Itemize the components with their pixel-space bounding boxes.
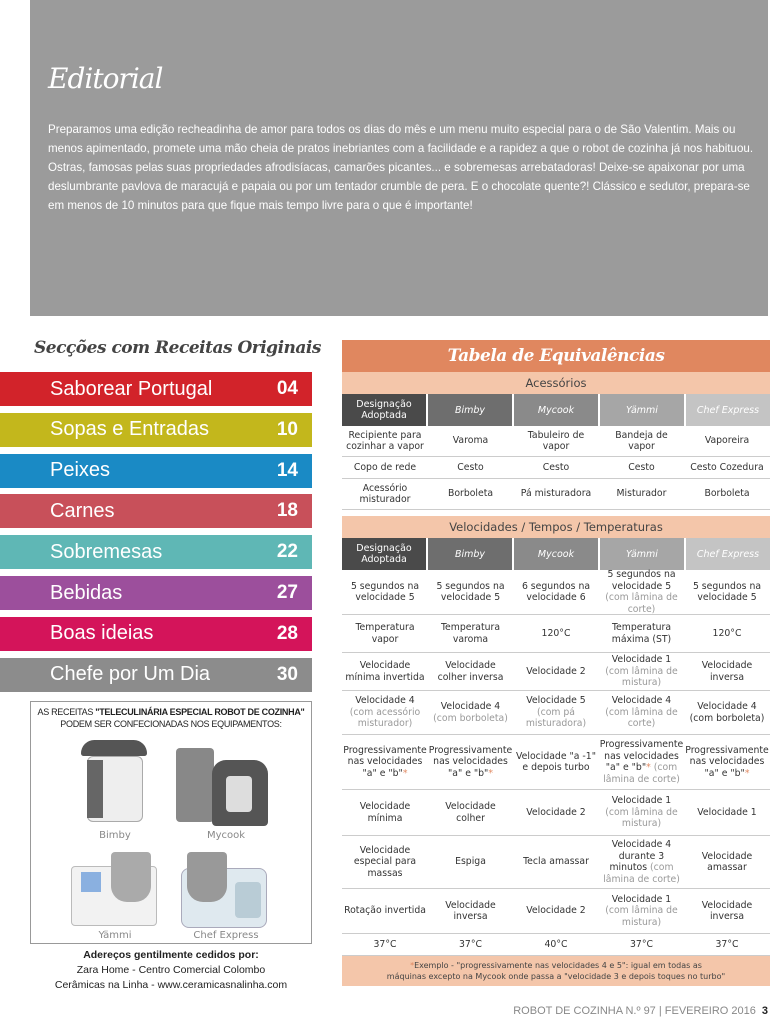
table-cell: Pá misturadora <box>520 488 592 500</box>
table-band: Velocidades / Tempos / Temperaturas <box>342 516 770 538</box>
table-row <box>342 615 770 653</box>
section-link[interactable] <box>0 535 312 569</box>
table-cell: 5 segundos na velocidade 5 (com lâmina de corte) <box>605 569 678 615</box>
table-cell: Cesto Cozedura <box>690 461 764 473</box>
section-page: 27 <box>276 582 298 603</box>
section-link[interactable] <box>0 413 312 447</box>
credits-line: Cerâmicas na Linha - www.ceramicasnalinha.com <box>54 979 288 991</box>
table-row <box>342 790 770 836</box>
accessories-table <box>342 372 770 510</box>
table-cell: 37°C <box>715 938 739 950</box>
editorial-title: Editorial <box>48 62 163 95</box>
table-cell: Temperatura varoma <box>440 622 501 645</box>
section-page: 10 <box>276 418 298 440</box>
table-cell: Velocidade colher <box>445 801 496 824</box>
table-cell: Velocidade especial para massas <box>353 844 417 879</box>
table-cell: Velocidade colher inversa <box>437 660 504 683</box>
section-page: 18 <box>276 500 298 522</box>
table-row <box>342 653 770 691</box>
table-cell: Velocidade 1 (com lâmina de mistura) <box>605 893 678 928</box>
table-cell: Tabuleiro de vapor <box>527 429 585 452</box>
section-label: Chefe por Um Dia <box>50 663 211 686</box>
column-header: Bimby <box>428 394 512 426</box>
credits <box>30 948 312 993</box>
table-cell: Espiga <box>455 856 486 868</box>
table-cell: 120°C <box>712 627 742 639</box>
table-cell: Velocidade 4 (com lâmina de corte) <box>605 695 678 730</box>
table-cell: Velocidade 2 <box>526 665 586 677</box>
table-cell: Velocidade 5 (com pá misturadora) <box>525 695 587 730</box>
table-cell: Misturador <box>616 488 667 500</box>
column-header: Bimby <box>428 538 512 570</box>
table-cell: Velocidade inversa <box>701 899 753 922</box>
table-cell: Recipiente para cozinhar a vapor <box>346 429 424 452</box>
column-header: Yämmi <box>600 538 684 570</box>
table-title: Tabela de Equivalências <box>342 340 770 372</box>
table-footnote: *Exemplo - "progressivamente nas velocidades 4 e 5": igual em todas as máquinas excepto na Mycook onde passa a "velocidade 3 e depois toques no turbo" <box>342 956 770 986</box>
credits-line: Zara Home - Centro Comercial Colombo <box>76 964 266 976</box>
table-cell: Velocidade "a -1" e depois turbo <box>516 750 596 773</box>
mycook-image <box>176 748 266 832</box>
table-cell: Borboleta <box>704 488 750 500</box>
equipment-box <box>30 701 312 944</box>
section-page: 28 <box>276 622 298 644</box>
editorial-panel <box>30 0 768 316</box>
bimby-image <box>71 740 161 824</box>
table-cell: Velocidade inversa <box>701 660 753 683</box>
table-cell: Velocidade 4 (com borboleta) <box>433 701 508 724</box>
table-cell: Velocidade 4 (com acessório misturador) <box>349 695 421 730</box>
table-cell: Bandeja de vapor <box>615 429 668 452</box>
section-link[interactable] <box>0 372 312 406</box>
section-label: Saborear Portugal <box>50 377 213 400</box>
table-cell: Tecla amassar <box>523 856 589 868</box>
table-row <box>342 836 770 889</box>
yammi-image <box>71 852 161 936</box>
table-cell: Progressivamente nas velocidades "a" e "b"* <box>428 744 513 779</box>
table-cell: 37°C <box>373 938 397 950</box>
section-label: Sopas e Entradas <box>50 418 209 441</box>
section-page: 22 <box>276 541 298 563</box>
page-footer: ROBOT DE COZINHA N.º 97 | FEVEREIRO 2016 3 <box>513 1005 768 1017</box>
section-label: Bebidas <box>50 581 123 604</box>
column-header: Yämmi <box>600 394 684 426</box>
table-cell: Cesto <box>542 461 570 473</box>
section-link[interactable] <box>0 494 312 528</box>
table-cell: Velocidade mínima invertida <box>345 660 425 683</box>
section-link[interactable] <box>0 617 312 651</box>
column-header: Designação Adoptada <box>342 538 426 570</box>
machine-label: Yämmi <box>98 930 132 941</box>
column-header: Chef Express <box>686 538 770 570</box>
speeds-table <box>342 516 770 986</box>
table-cell: Varoma <box>452 435 489 447</box>
section-link[interactable] <box>0 658 312 692</box>
table-cell: Rotação invertida <box>344 905 426 917</box>
section-page: 04 <box>276 378 298 399</box>
section-link[interactable] <box>0 454 312 488</box>
table-cell: Velocidade 2 <box>526 806 586 818</box>
table-cell: Acessório misturador <box>359 482 411 505</box>
section-label: Sobremesas <box>50 540 163 563</box>
table-cell: Borboleta <box>447 488 494 500</box>
table-cell: 5 segundos na velocidade 5 <box>692 580 762 603</box>
table-band: Acessórios <box>342 372 770 394</box>
table-row <box>342 426 770 457</box>
sections-title: Secções com Receitas Originais <box>34 338 321 358</box>
section-link[interactable] <box>0 576 312 610</box>
column-header: Mycook <box>514 538 598 570</box>
column-header: Chef Express <box>686 394 770 426</box>
table-cell: Copo de rede <box>353 461 417 473</box>
table-cell: 37°C <box>459 938 482 950</box>
section-page: 14 <box>276 459 298 481</box>
table-cell: 5 segundos na velocidade 5 <box>436 580 505 603</box>
table-cell: 40°C <box>544 938 568 950</box>
table-cell: Cesto <box>628 461 655 473</box>
equipment-heading: AS RECEITAS "TELECULINÁRIA ESPECIAL ROBOT DE COZINHA" PODEM SER CONFECIONADAS NOS EQUIPAMENTOS: <box>37 707 305 729</box>
section-label: Boas ideias <box>50 622 154 645</box>
table-cell: Velocidade 1 (com lâmina de mistura) <box>605 654 678 689</box>
table-cell: 5 segundos na velocidade 5 <box>350 580 420 603</box>
table-cell: Progressivamente nas velocidades "a" e "b"* <box>343 744 427 779</box>
table-cell: Velocidade inversa <box>445 899 496 922</box>
editorial-body: Preparamos uma edição recheadinha de amor para todos os dias do mês e um menu muito especial para o de São Valentim. Mais ou menos apimentado, promete uma mão cheia de pratos inebriantes com a facilidade e a rapidez a que o robot de cozinha já nos habituou. Ostras, famosas pelas suas propriedades afrodisíacas, camarões picantes... e sobremesas arrebatadoras! Deixe-se apaixonar por uma deslumbrante pavlova de maracujá e papaia ou por um tentador crumble de pera. E o chocolate quente?! Clássico e sedutor, prepara-se em menos de 10 minutos para que fique mais tempo livre para o que é importante! <box>48 123 754 212</box>
table-row <box>342 691 770 735</box>
table-cell: Temperatura máxima (ST) <box>611 622 672 645</box>
column-header: Designação Adoptada <box>342 394 426 426</box>
table-cell: Progressivamente nas velocidades "a" e "b"* <box>685 744 769 779</box>
table-row <box>342 735 770 790</box>
table-cell: Velocidade mínima <box>359 801 411 824</box>
table-cell: 37°C <box>630 938 653 950</box>
table-cell: Velocidade 4 (com borboleta) <box>689 701 765 724</box>
machine-label: Mycook <box>206 830 246 841</box>
table-cell: Velocidade 4 durante 3 minutos (com lâmina de corte) <box>603 839 680 885</box>
section-label: Carnes <box>50 499 115 522</box>
table-header-row <box>342 394 770 426</box>
table-row <box>342 479 770 510</box>
table-header-row <box>342 538 770 570</box>
table-cell: 120°C <box>541 627 571 639</box>
table-cell: Velocidade 2 <box>526 905 586 917</box>
table-cell: Progressivamente nas velocidades "a" e "b"* (com lâmina de corte) <box>599 739 684 785</box>
table-row <box>342 457 770 479</box>
section-page: 30 <box>276 663 298 685</box>
machine-label: Bimby <box>99 830 131 841</box>
credits-title: Adereços gentilmente cedidos por: <box>83 949 259 961</box>
page-number: 3 <box>761 1005 768 1017</box>
table-cell: Vaporeira <box>704 435 750 447</box>
table-cell: 6 segundos na velocidade 6 <box>521 580 591 603</box>
table-cell: Velocidade amassar <box>701 850 753 873</box>
section-label: Peixes <box>50 459 111 482</box>
chef-express-image <box>181 852 271 936</box>
table-row <box>342 570 770 615</box>
column-header: Mycook <box>514 394 598 426</box>
table-row <box>342 889 770 934</box>
machine-label: Chef Express <box>193 930 259 941</box>
table-row <box>342 934 770 956</box>
table-cell: Velocidade 1 <box>697 806 757 818</box>
table-cell: Cesto <box>457 461 484 473</box>
table-cell: Velocidade 1 (com lâmina de mistura) <box>605 795 678 830</box>
table-cell: Temperatura vapor <box>355 622 415 645</box>
